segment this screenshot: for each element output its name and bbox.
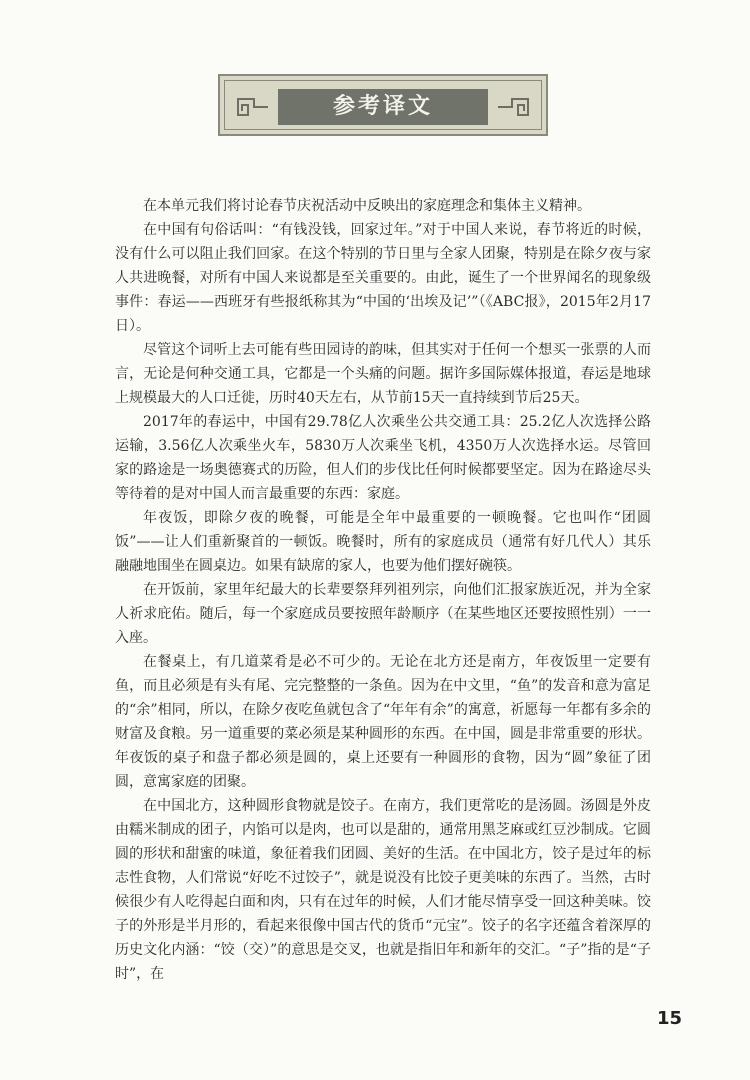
page-title: 参考译文 [278, 89, 488, 125]
paragraph: 在餐桌上，有几道菜肴是必不可少的。无论在北方还是南方，年夜饭里一定要有鱼，而且必须是有头有尾、完完整整的一条鱼。因为在中文里，“鱼”的发音和意为富足的“余”相同，所以，在除夕夜吃鱼就包含了“年年有余”的寓意，祈愿每一年都有多余的财富及食粮。另一道重要的菜必须是某种圆形的东西。在中国，圆是非常重要的形状。年夜饭的桌子和盘子都必须是圆的，桌上还要有一种圆形的食物，因为“圆”象征了团圆，意寓家庭的团聚。 [115, 654, 651, 790]
paragraph: 在中国有句俗话叫：“有钱没钱，回家过年。”对于中国人来说，春节将近的时候，没有什么可以阻止我们回家。在这个特别的节日里与全家人团聚，特别是在除夕夜与家人共进晚餐，对所有中国人来说都是至关重要的。由此，诞生了一个世界闻名的现象级事件：春运——西班牙有些报纸称其为“中国的‘出埃及记’”（《ABC报》，2015年2月17日）。 [115, 222, 651, 334]
section-banner [218, 74, 548, 136]
fret-ornament-icon [496, 93, 536, 121]
paragraph: 在中国北方，这种圆形食物就是饺子。在南方，我们更常吃的是汤圆。汤圆是外皮由糯米制成的团子，内馅可以是肉，也可以是甜的，通常用黑芝麻或红豆沙制成。它圆圆的形状和甜蜜的味道，象征着我们团圆、美好的生活。在中国北方，饺子是过年的标志性食物，人们常说“好吃不过饺子”，就是说没有比饺子更美味的东西了。当然，古时候很少有人吃得起白面和肉，只有在过年的时候，人们才能尽情享受一回这种美味。饺子的外形是半月形的，看起来很像中国古代的货币“元宝”。饺子的名字还蕴含着深厚的历史文化内涵：“饺（交）”的意思是交叉，也就是指旧年和新年的交汇。“子”指的是“子时”，在 [115, 798, 651, 982]
page-number: 15 [657, 1008, 683, 1029]
paragraph: 年夜饭，即除夕夜的晚餐，可能是全年中最重要的一顿晚餐。它也叫作“团圆饭”——让人们重新聚首的一顿饭。晚餐时，所有的家庭成员（通常有好几代人）其乐融融地围坐在圆桌边。如果有缺席的家人，也要为他们摆好碗筷。 [115, 510, 651, 574]
paragraph: 2017年的春运中，中国有29.78亿人次乘坐公共交通工具：25.2亿人次选择公路运输，3.56亿人次乘坐火车，5830万人次乘坐飞机，4350万人次选择水运。尽管回家的路途是一场奥德赛式的历险，但人们的步伐比任何时候都要坚定。因为在路途尽头等待着的是对中国人而言最重要的东西：家庭。 [115, 414, 651, 502]
paragraph: 尽管这个词听上去可能有些田园诗的韵味，但其实对于任何一个想买一张票的人而言，无论是何种交通工具，它都是一个头痛的问题。据许多国际媒体报道，春运是地球上规模最大的人口迁徙，历时40天左右，从节前15天一直持续到节后25天。 [115, 342, 651, 406]
translation-body [115, 194, 651, 986]
paragraph: 在本单元我们将讨论春节庆祝活动中反映出的家庭理念和集体主义精神。 [143, 198, 591, 214]
fret-ornament-icon [230, 93, 270, 121]
paragraph: 在开饭前，家里年纪最大的长辈要祭拜列祖列宗，向他们汇报家族近况，并为全家人祈求庇佑。随后，每一个家庭成员要按照年龄顺序（在某些地区还要按照性别）一一入座。 [115, 582, 651, 646]
